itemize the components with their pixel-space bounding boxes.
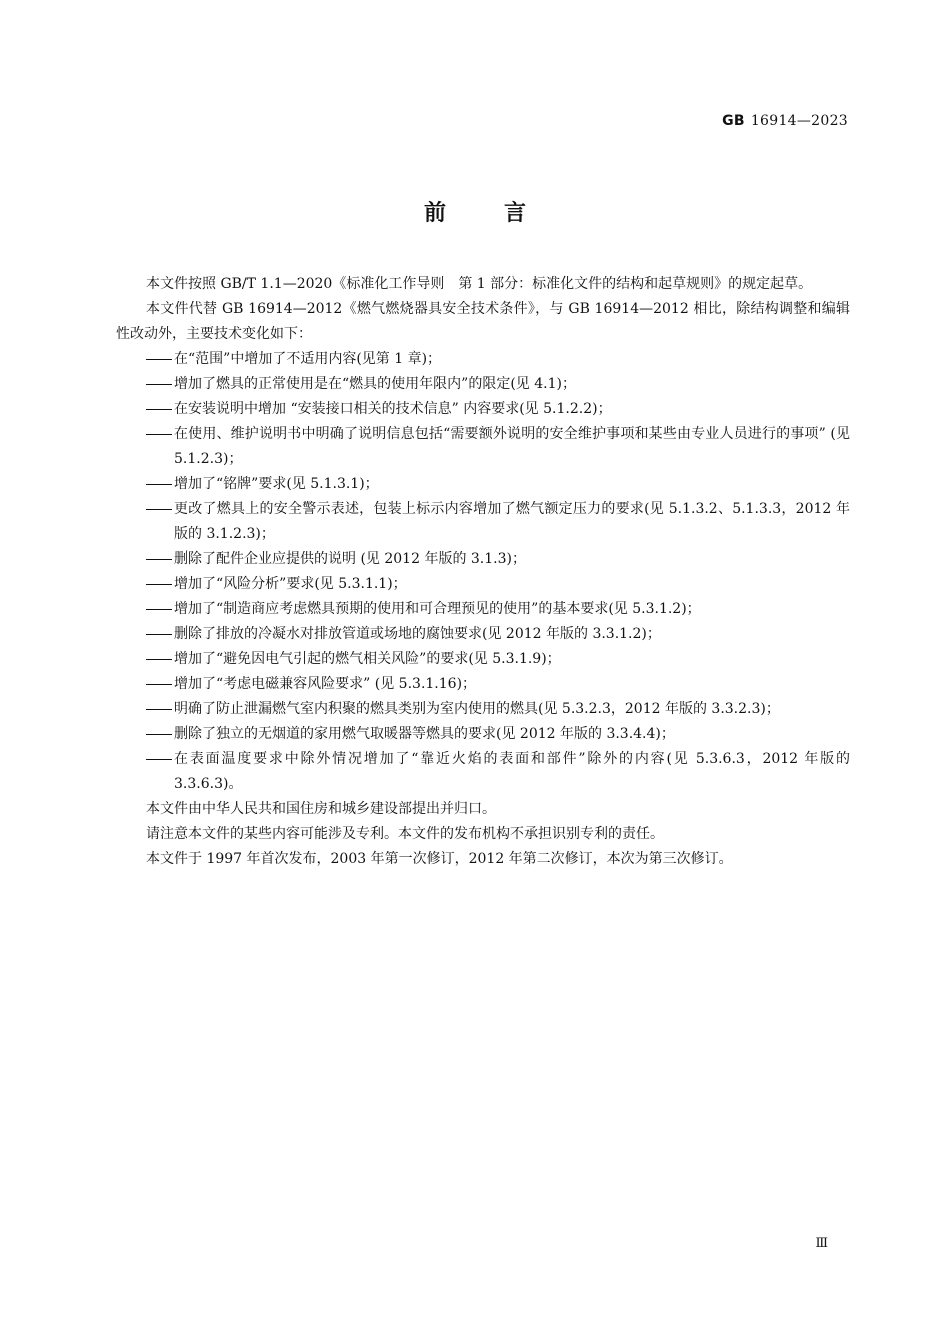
change-item [116,597,850,622]
change-text: 增加了“制造商应考虑燃具预期的使用和可合理预见的使用”的基本要求(见 5.3.1.2)； [174,601,701,617]
outro-paragraph: 请注意本文件的某些内容可能涉及专利。本文件的发布机构不承担识别专利的责任。 [146,826,664,842]
change-item [116,547,850,572]
standard-prefix: GB [722,113,745,129]
intro-paragraph: 本文件按照 GB/T 1.1—2020《标准化工作导则 第 1 部分：标准化文件的结构和起草规则》的规定起草。 [146,276,813,292]
change-item [116,497,850,547]
change-text: 明确了防止泄漏燃气室内积聚的燃具类别为室内使用的燃具(见 5.3.2.3，2012 年版的 3.3.2.3)； [174,701,780,717]
change-text: 删除了排放的冷凝水对排放管道或场地的腐蚀要求(见 2012 年版的 3.3.1.2)； [174,626,661,642]
change-item [116,472,850,497]
change-item [116,572,850,597]
page-number: Ⅲ [815,1236,828,1251]
page-title: 前言 [423,201,584,226]
change-item [116,697,850,722]
change-item [116,622,850,647]
change-text: 增加了“铭牌”要求(见 5.1.3.1)； [174,476,379,492]
change-text: 删除了配件企业应提供的说明 (见 2012 年版的 3.1.3)； [174,551,526,567]
change-item [116,397,850,422]
change-text: 删除了独立的无烟道的家用燃气取暖器等燃具的要求(见 2012 年版的 3.3.4.4)； [174,726,675,742]
standard-header [722,113,848,129]
change-text: 在使用、维护说明书中明确了说明信息包括“需要额外说明的安全维护事项和某些由专业人员进行的事项” (见 5.1.2.3)； [174,426,850,467]
outro-paragraph: 本文件由中华人民共和国住房和城乡建设部提出并归口。 [146,801,496,817]
change-text: 增加了“避免因电气引起的燃气相关风险”的要求(见 5.3.1.9)； [174,651,561,667]
change-text: 在表面温度要求中除外情况增加了“靠近火焰的表面和部件”除外的内容(见 5.3.6.3，2012 年版的 3.3.6.3)。 [174,751,850,792]
change-item [116,647,850,672]
standard-number: 16914—2023 [750,113,848,129]
intro-paragraph: 本文件代替 GB 16914—2012《燃气燃烧器具安全技术条件》，与 GB 16914—2012 相比，除结构调整和编辑性改动外，主要技术变化如下： [116,301,850,342]
change-text: 在安装说明中增加 “安装接口相关的技术信息” 内容要求(见 5.1.2.2)； [174,401,612,417]
change-text: 增加了“风险分析”要求(见 5.3.1.1)； [174,576,407,592]
change-text: 增加了燃具的正常使用是在“燃具的使用年限内”的限定(见 4.1)； [174,376,576,392]
change-item [116,747,850,797]
change-item [116,422,850,472]
foreword-body [116,272,850,872]
change-item [116,372,850,397]
change-text: 增加了“考虑电磁兼容风险要求” (见 5.3.1.16)； [174,676,477,692]
change-item [116,672,850,697]
change-item [116,722,850,747]
change-item [116,347,850,372]
change-text: 在“范围”中增加了不适用内容(见第 1 章)； [174,351,442,367]
change-text: 更改了燃具上的安全警示表述，包装上标示内容增加了燃气额定压力的要求(见 5.1.3.2、5.1.3.3，2012 年版的 3.1.2.3)； [174,501,850,542]
outro-paragraph: 本文件于 1997 年首次发布，2003 年第一次修订，2012 年第二次修订，本次为第三次修订。 [146,851,733,867]
